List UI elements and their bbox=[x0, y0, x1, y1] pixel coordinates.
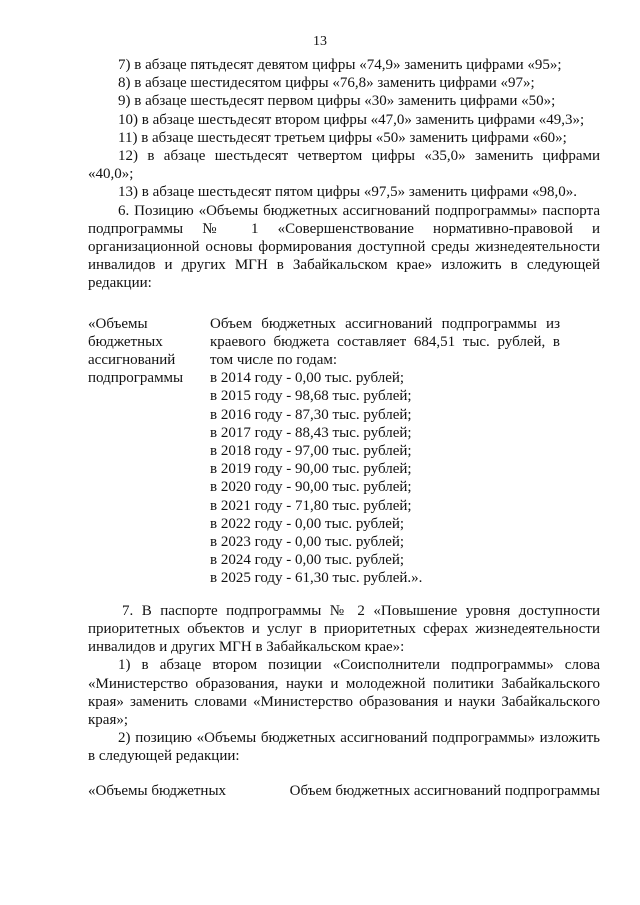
year-line: в 2014 году - 0,00 тыс. рублей; bbox=[210, 370, 405, 387]
year-line: в 2019 году - 90,00 тыс. рублей; bbox=[210, 461, 412, 478]
year-line: в 2024 году - 0,00 тыс. рублей; bbox=[210, 552, 405, 569]
table-label-line: «Объемы bbox=[88, 315, 148, 332]
year-line: в 2018 году - 97,00 тыс. рублей; bbox=[210, 443, 412, 460]
list-item: 13) в абзаце шестьдесят пятом цифры «97,5» заменить цифрами «98,0». bbox=[118, 184, 578, 201]
list-item: 10) в абзаце шестьдесят втором цифры «47,0» заменить цифрами «49,3»; bbox=[118, 111, 585, 128]
table-2-value: Объем бюджетных ассигнований подпрограммы bbox=[289, 782, 600, 799]
paragraph-7-item-2: 2) позицию «Объемы бюджетных ассигнований подпрограммы» изложить в следующей редакции: bbox=[88, 730, 600, 765]
list-item: 7) в абзаце пятьдесят девятом цифры «74,9» заменить цифрами «95»; bbox=[118, 57, 562, 73]
table-label-line: подпрограммы bbox=[88, 370, 184, 387]
year-line: в 2022 году - 0,00 тыс. рублей; bbox=[210, 515, 405, 532]
table-label-line: бюджетных bbox=[88, 333, 163, 350]
document-body bbox=[88, 56, 600, 800]
list-item: 12) в абзаце шестьдесят четвертом цифры «35,0» заменить цифрами «40,0»; bbox=[88, 148, 600, 183]
list-item: 8) в абзаце шестидесятом цифры «76,8» заменить цифрами «97»; bbox=[118, 75, 535, 92]
list-item: 11) в абзаце шестьдесят третьем цифры «50» заменить цифрами «60»; bbox=[118, 129, 567, 146]
table-label-cell bbox=[88, 315, 210, 588]
table-label-line: ассигнований bbox=[88, 352, 176, 369]
year-line: в 2020 году - 90,00 тыс. рублей; bbox=[210, 479, 412, 496]
year-line: в 2017 году - 88,43 тыс. рублей; bbox=[210, 424, 412, 441]
year-line: в 2021 году - 71,80 тыс. рублей; bbox=[210, 497, 412, 514]
budget-table bbox=[88, 315, 600, 588]
year-line: в 2025 году - 61,30 тыс. рублей.». bbox=[210, 570, 423, 587]
paragraph-6: 6. Позицию «Объемы бюджетных ассигнований подпрограммы» паспорта подпрограммы № 1 «Совершенствование нормативно-правовой и организационной основы формирования доступной среды жизнедеятельности инвалидов и других МГН в Забайкальском крае» изложить в следующей редакции: bbox=[88, 202, 600, 292]
year-line: в 2023 году - 0,00 тыс. рублей; bbox=[210, 534, 405, 551]
table-2-label: «Объемы бюджетных bbox=[88, 782, 227, 799]
year-line: в 2015 году - 98,68 тыс. рублей; bbox=[210, 388, 412, 405]
list-item: 9) в абзаце шестьдесят первом цифры «30» заменить цифрами «50»; bbox=[118, 93, 556, 110]
table-value-cell bbox=[210, 315, 560, 588]
paragraph-7-item-1: 1) в абзаце втором позиции «Соисполнители подпрограммы» слова «Министерство образования, науки и молодежной политики Забайкальского края» заменить словами «Министерство образования и науки Забайкальского края»; bbox=[88, 657, 600, 728]
paragraph-7: 7. В паспорте подпрограммы № 2 «Повышение уровня доступности приоритетных объектов и услуг в приоритетных сферах жизнедеятельности инвалидов и других МГН в Забайкальском крае»: bbox=[88, 602, 600, 656]
budget-table-2-row bbox=[88, 782, 600, 800]
year-line: в 2016 году - 87,30 тыс. рублей; bbox=[210, 406, 412, 423]
table-intro: Объем бюджетных ассигнований подпрограммы из краевого бюджета составляет 684,51 тыс. рублей, в том числе по годам: bbox=[210, 315, 560, 369]
page-number: 13 bbox=[313, 34, 327, 49]
